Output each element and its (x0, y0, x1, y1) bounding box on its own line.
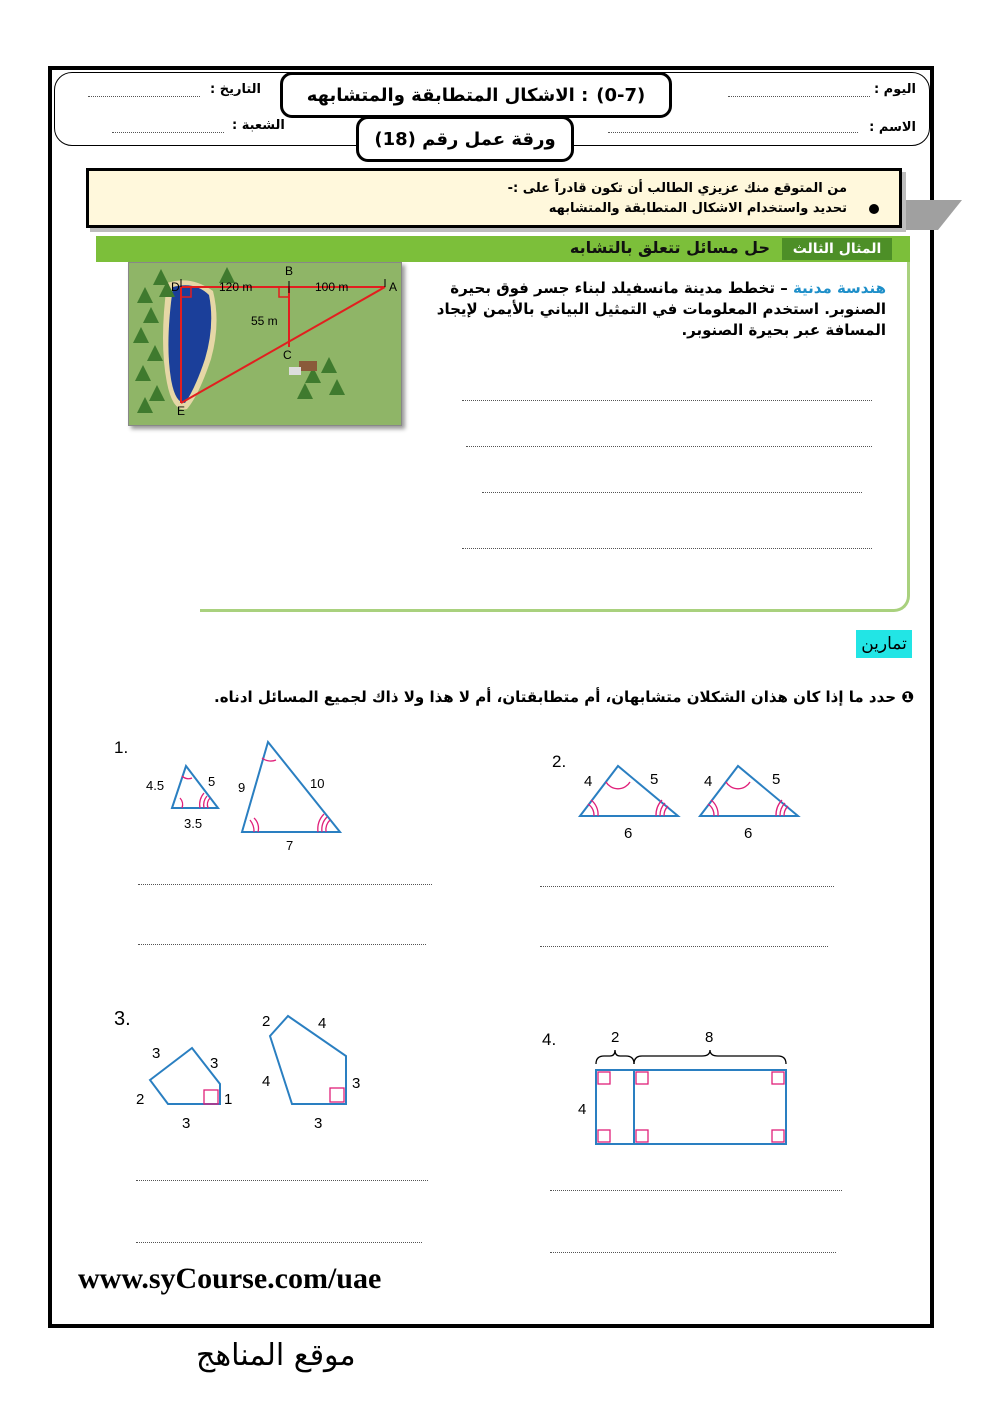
p3-right-side-4: 3 (352, 1075, 361, 1092)
objectives-intro: من المتوقع منك عزيزي الطالب أن تكون قادراً على :- (507, 181, 847, 196)
problem-4-figure (570, 1024, 800, 1154)
answer-line[interactable] (466, 446, 872, 447)
q1-bullet: ❶ (901, 688, 914, 706)
map-label-c: C (283, 348, 292, 362)
problem-3-number: 3. (114, 1008, 131, 1030)
date-label: التاريخ : (210, 82, 261, 97)
p4-top-right: 8 (705, 1029, 714, 1046)
p3-left-side-2: 3 (210, 1055, 219, 1072)
answer-line[interactable] (550, 1190, 842, 1191)
objectives-box (86, 168, 902, 228)
lesson-title-box (280, 72, 672, 118)
name-label: الاسم : (869, 120, 916, 135)
p4-side: 4 (578, 1101, 587, 1118)
example-tag: المثال الثالث (782, 238, 892, 260)
lesson-title: : الاشكال المتطابقة والمتشابهه (306, 84, 589, 106)
day-field[interactable] (728, 96, 870, 97)
answer-line[interactable] (540, 886, 834, 887)
section-field[interactable] (112, 132, 224, 133)
sheet-number: ورقة عمل رقم (18) (356, 116, 574, 162)
problem-3-figure (130, 1008, 380, 1138)
problem-2-number: 2. (552, 752, 567, 771)
date-field[interactable] (88, 96, 200, 97)
p4-top-left: 2 (611, 1029, 620, 1046)
p3-right-side-1: 2 (262, 1013, 271, 1030)
q1-text: حدد ما إذا كان هذان الشكلان متشابهان، أم متطابقتان، أم لا هذا ولا ذاك لجميع المسائل ادناه. (214, 688, 897, 706)
problem-1-number: 1. (114, 738, 129, 757)
p2-left-side-1: 4 (584, 773, 593, 790)
p1-large-side-1: 9 (238, 780, 246, 795)
name-field[interactable] (608, 132, 858, 133)
p1-small-side-3: 3.5 (184, 816, 203, 831)
lake-map (128, 262, 402, 426)
p1-large-side-3: 7 (286, 838, 294, 853)
map-label-b: B (285, 264, 294, 278)
answer-line[interactable] (540, 946, 828, 947)
p3-left-side-3: 2 (136, 1091, 145, 1108)
p3-right-side-2: 4 (318, 1015, 327, 1032)
map-label-a: A (389, 280, 398, 294)
exercises-tag: تمارين (856, 630, 912, 658)
question-1 (150, 688, 914, 706)
map-dist-db: 120 m (219, 280, 253, 294)
p1-large-side-2: 10 (310, 776, 325, 791)
problem-1-figure (140, 736, 350, 856)
map-label-d: D (171, 280, 180, 294)
answer-line[interactable] (550, 1252, 836, 1253)
p3-left-side-4: 1 (224, 1091, 233, 1108)
p1-small-side-2: 5 (208, 774, 216, 789)
p3-left-side-1: 3 (152, 1045, 161, 1062)
objectives-item: تحديد واستخدام الاشكال المتطابقة والمتشابهه (548, 201, 847, 216)
p3-left-side-5: 3 (182, 1115, 191, 1132)
answer-line[interactable] (138, 884, 432, 885)
problem-4-number: 4. (542, 1030, 557, 1049)
section-label: الشعبة : (232, 118, 285, 133)
p2-left-side-3: 6 (624, 825, 633, 842)
bullet-icon (869, 204, 879, 214)
p2-right-side-3: 6 (744, 825, 753, 842)
p1-small-side-1: 4.5 (146, 778, 165, 793)
example-problem (408, 278, 886, 341)
answer-line[interactable] (138, 944, 426, 945)
map-label-e: E (177, 404, 186, 418)
example-text: – تخطط مدينة مانسفيلد لبناء جسر فوق بحيرة الصنوبر. استخدم المعلومات في التمثيل البياني بالأيمن لإيجاد المسافة عبر بحيرة الصنوبر. (436, 279, 886, 339)
p2-right-side-1: 4 (704, 773, 713, 790)
lesson-code: (0-7) (596, 84, 646, 106)
p3-right-side-5: 3 (314, 1115, 323, 1132)
map-dist-ba: 100 m (315, 280, 349, 294)
site-url[interactable]: www.syCourse.com/uae (78, 1262, 382, 1295)
example-topic: هندسة مدنية (792, 279, 886, 297)
p2-left-side-2: 5 (650, 771, 659, 788)
p3-right-side-3: 4 (262, 1073, 271, 1090)
p2-right-side-2: 5 (772, 771, 781, 788)
site-name: موقع المناهج (196, 1338, 356, 1373)
answer-line[interactable] (462, 400, 872, 401)
map-dist-bc: 55 m (251, 314, 278, 328)
answer-line[interactable] (136, 1242, 422, 1243)
answer-line[interactable] (482, 492, 862, 493)
answer-line[interactable] (136, 1180, 428, 1181)
problem-2-figure (574, 760, 804, 844)
example-title: حل مسائل تتعلق بالتشابه (569, 238, 770, 257)
answer-line[interactable] (462, 548, 872, 549)
day-label: اليوم : (873, 82, 916, 97)
